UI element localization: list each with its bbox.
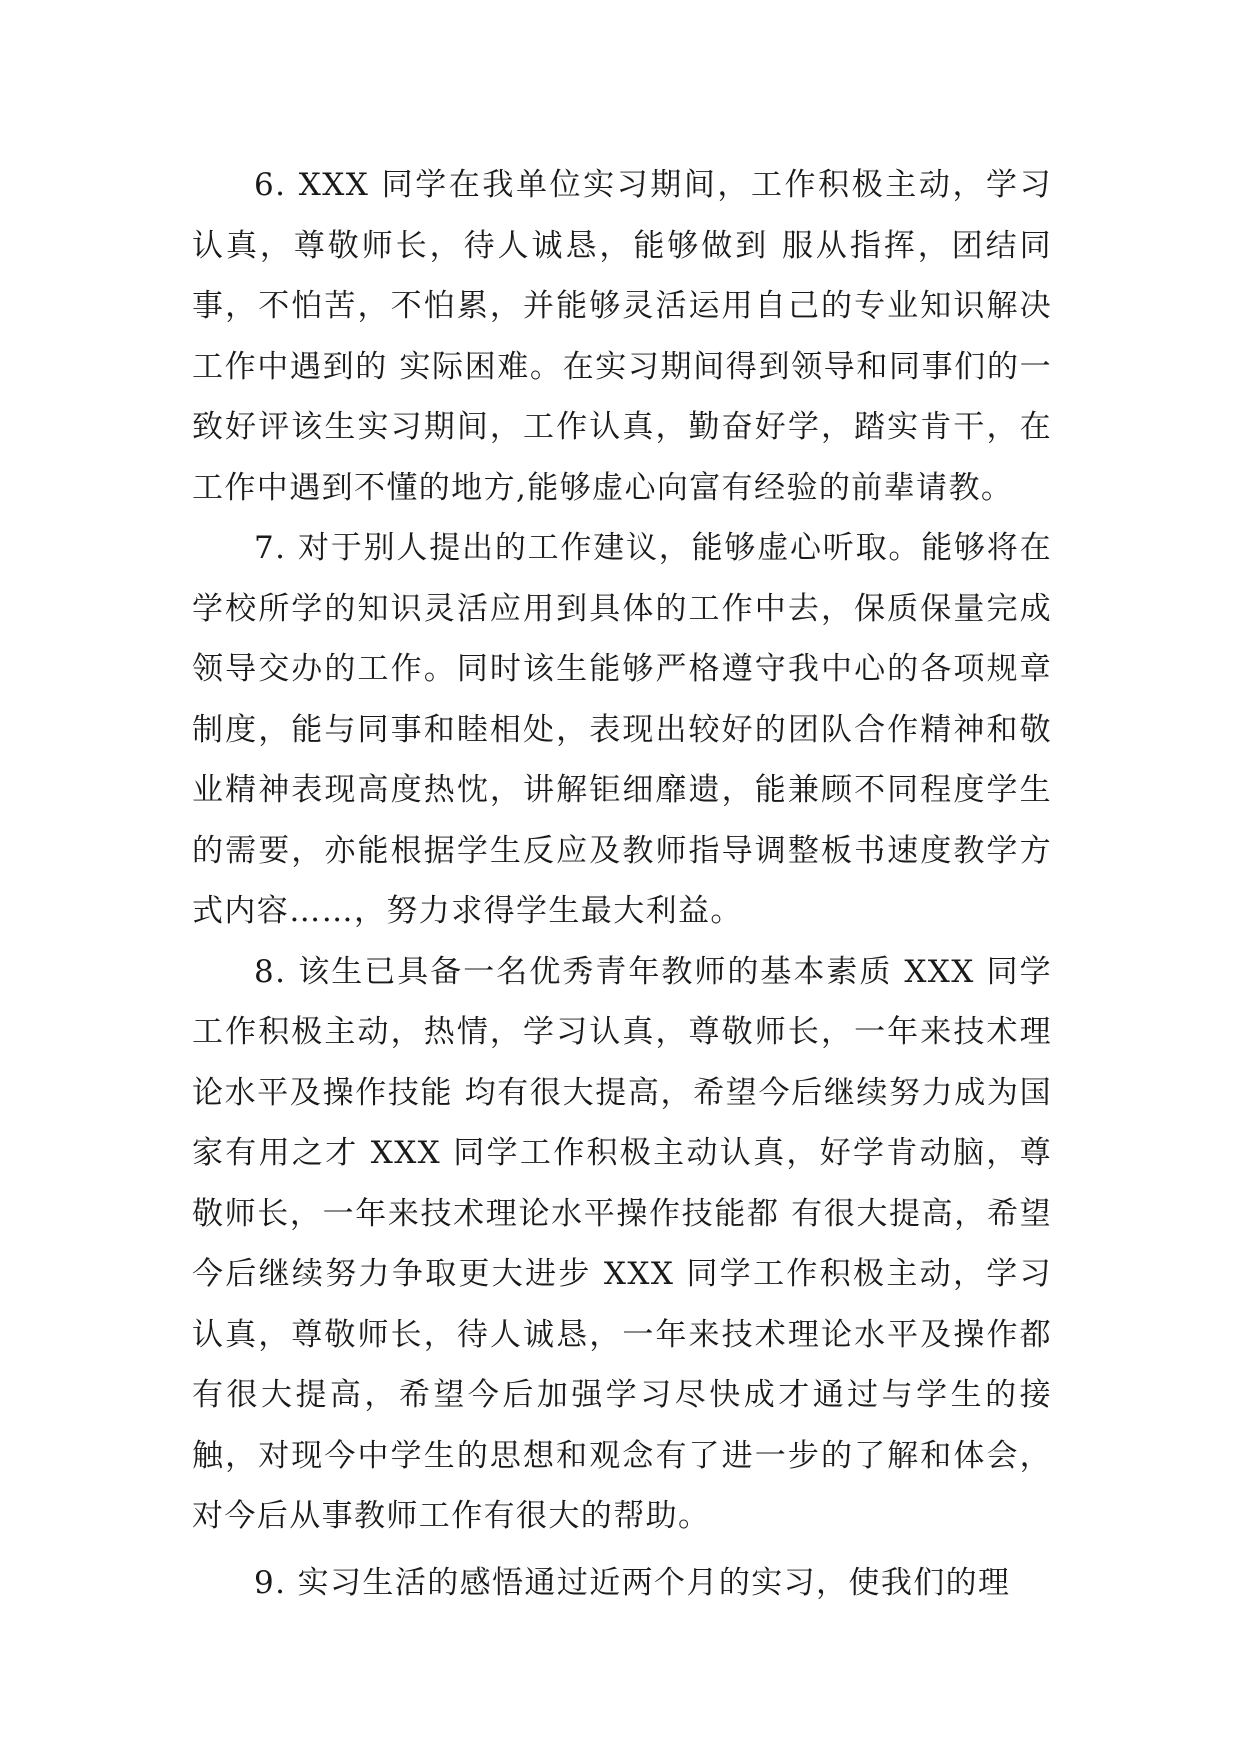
paragraph-7: 7. 对于别人提出的工作建议，能够虚心听取。能够将在学校所学的知识灵活应用到具体的工作中去，保质保量完成领导交办的工作。同时该生能够严格遵守我中心的各项规章制度，能与同事和睦相处，表现出较好的团队合作精神和敬业精神表现高度热忱，讲解钜细靡遗，能兼顾不同程度学生的需要，亦能根据学生反应及教师指导调整板书速度教学方式内容……，努力求得学生最大利益。 — [192, 530, 1052, 929]
document-body — [192, 155, 1052, 1613]
paragraph-8: 8. 该生已具备一名优秀青年教师的基本素质 XXX 同学工作积极主动，热情，学习认真，尊敬师长，一年来技术理论水平及操作技能 均有很大提高，希望今后继续努力成为国家有用之才 XXX 同学工作积极主动认真，好学肯动脑，尊敬师长，一年来技术理论水平操作技能都 有很大提高，希望今后继续努力争取更大进步 XXX 同学工作积极主动，学习认真，尊敬师长，待人诚恳，一年来技术理论水平及操作都有很大提高，希望今后加强学习尽快成才通过与学生的接触，对现今中学生的思想和观念有了进一步的了解和体会，对今后从事教师工作有很大的帮助。 — [192, 953, 1052, 1534]
paragraph-6: 6. XXX 同学在我单位实习期间，工作积极主动，学习认真，尊敬师长，待人诚恳，能够做到 服从指挥，团结同事，不怕苦，不怕累，并能够灵活运用自己的专业知识解决工作中遇到的 实际困难。在实习期间得到领导和同事们的一致好评该生实习期间，工作认真，勤奋好学，踏实肯干，在工作中遇到不懂的地方,能够虚心向富有经验的前辈请教。 — [192, 167, 1052, 506]
paragraph-9: 9. 实习生活的感悟通过近两个月的实习，使我们的理 — [254, 1564, 1011, 1601]
